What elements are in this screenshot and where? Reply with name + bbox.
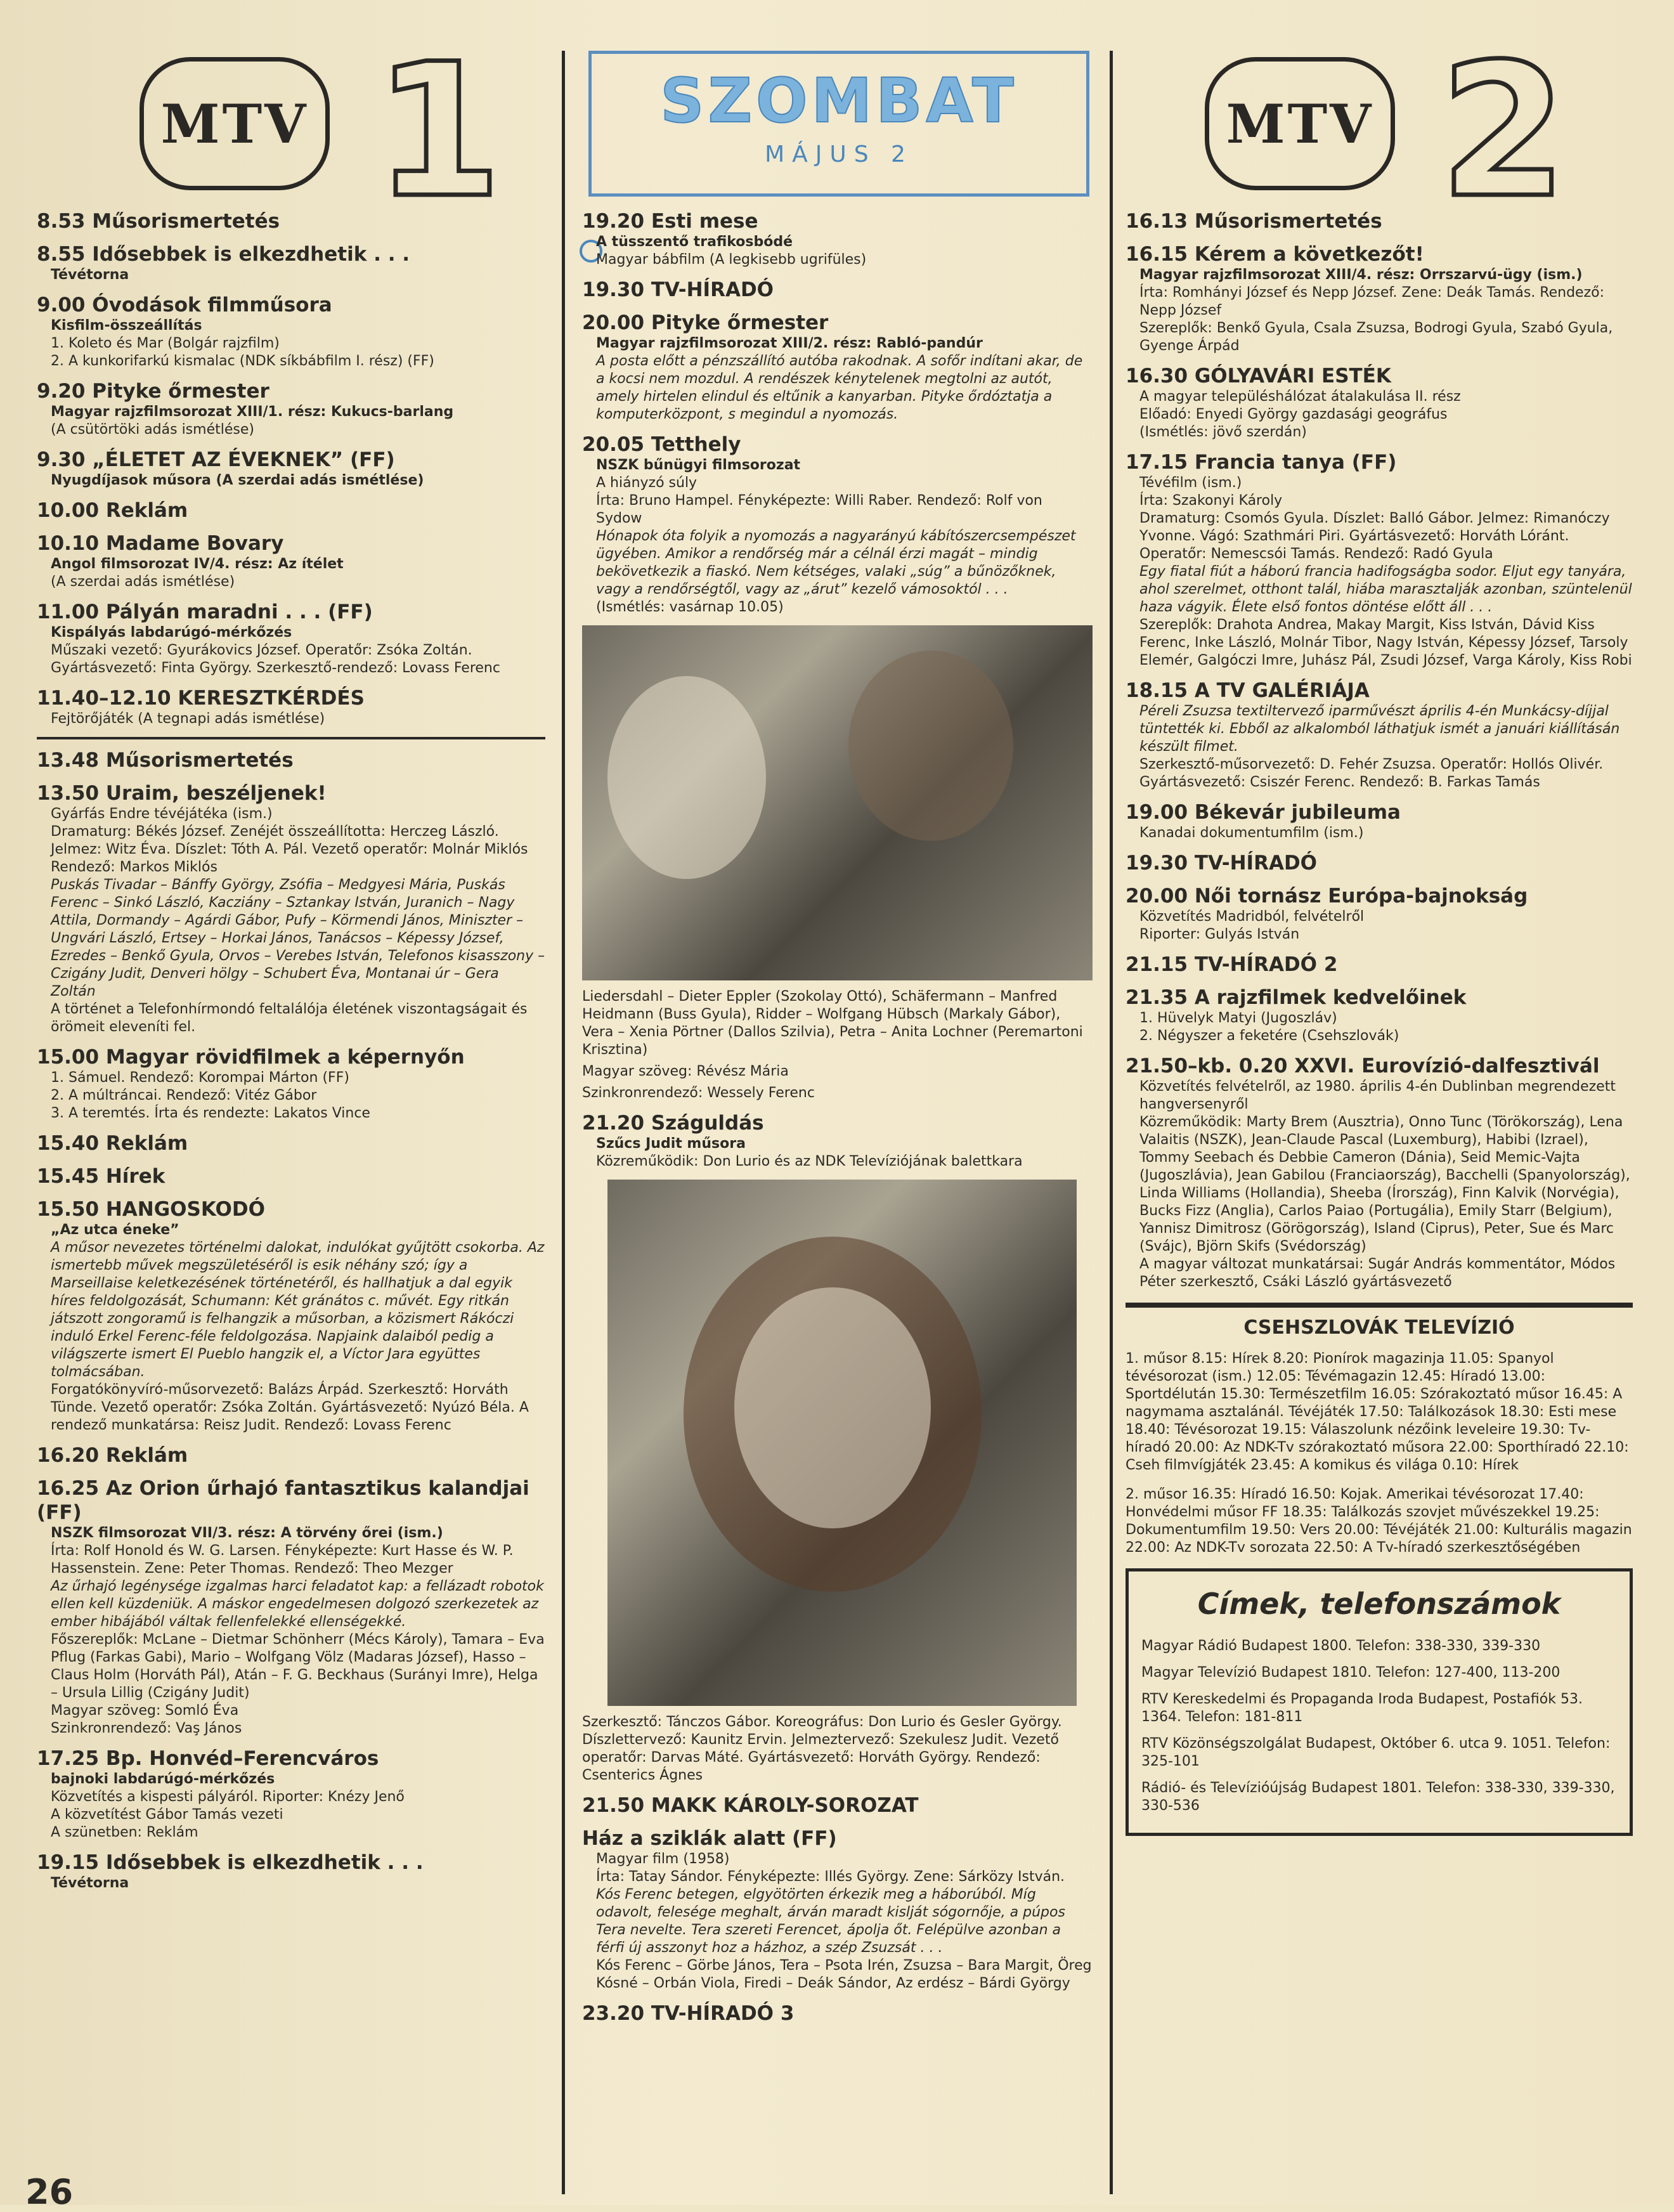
program-detail: Magyar film (1958) [596, 1851, 730, 1867]
program-detail: Angol filmsorozat IV/4. rész: Az ítélet [51, 556, 344, 572]
program-heading [582, 2001, 1093, 2026]
contact-item: Rádió- és Televízióújság Budapest 1801. Telefon: 338-330, 339-330, 330-536 [1141, 1780, 1615, 1814]
program-heading [37, 531, 545, 556]
program-heading [1126, 800, 1633, 824]
program-time: 8.53 [37, 210, 86, 233]
program-detail: (Ismétlés: vasárnap 10.05) [596, 599, 784, 615]
program-detail: Kisfilm-összeállítás [51, 318, 202, 334]
program-detail: Írta: Szakonyi Károly [1139, 493, 1283, 509]
program-time: 21.50 [582, 1794, 645, 1817]
program-detail: Szűcs Judit műsora [596, 1136, 746, 1152]
program-detail: Közreműködik: Marty Brem (Ausztria), Onno Tunc (Törökország), Lena Valaitis (NSZK), Jean-Claude Pascal (Luxemburg), Habibi (Izrael), Tommy Seebach és Debbie Cameron (Dánia), Seid Memic-Vajta (Jugoszlávia), Jean Gabilou (Franciaország), Bacchelli (Spanyolország), Linda Williams (Hollandia), Sheeba (Írország), Finn Kalvik (Norvégia), Bucks Fizz (Anglia), Carlos Paiao (Portugália), Emily Starr (Belgium), Yannisz Dimitrosz (Görögország), Island (Ciprus), Peter, Sue és Marc (Svájc), Björn Skifs (Svédország) [1139, 1114, 1630, 1254]
program-title: Ház a sziklák alatt (FF) [582, 1827, 837, 1850]
program-entry [582, 311, 1093, 424]
program-time: 15.45 [37, 1165, 100, 1188]
program-heading [37, 498, 545, 523]
program-time: 9.00 [37, 294, 86, 316]
program-title: MAKK KÁROLY-SOROZAT [651, 1794, 919, 1817]
program-detail: bajnoki labdarúgó-mérkőzés [51, 1771, 275, 1787]
program-heading [582, 311, 1093, 335]
program-time: 9.20 [37, 380, 86, 403]
program-detail: A történet a Telefonhírmondó feltalálója életének viszontagságait és örömeit eleveníti fel. [51, 1001, 528, 1035]
program-title: Tetthely [651, 433, 741, 456]
program-heading [37, 209, 545, 233]
caption-line: Szerkesztő: Tánczos Gábor. Koreográfus: Don Lurio és Gesler György. Díszlettervező: Kaunitz Ervin. Jelmeztervező: Szekulesz Judit. Vezető operatőr: Darvas Máté. Gyártásvezető: Horváth György. Rendező: Csenterics Ágnes [582, 1714, 1062, 1783]
mtv2-logo: MTV [1205, 57, 1395, 190]
program-heading [1126, 364, 1633, 388]
program-title: Műsorismertetés [92, 210, 280, 233]
program-time: 16.15 [1126, 243, 1188, 266]
evening-schedule [582, 209, 1093, 2034]
mtv1-logo: MTV [140, 57, 330, 190]
caption-line: Magyar szöveg: Révész Mária [582, 1064, 789, 1079]
program-title: TV-HÍRADÓ 2 [1194, 953, 1338, 976]
program-detail: Dramaturg: Csomós Gyula. Díszlet: Balló Gábor. Jelmez: Rimanóczy Yvonne. Vágó: Szathmári Piri. Gyártásvezető: Horváth Lóránt. Operatőr: Nemescsói Tamás. Rendező: Radó Gyula [1139, 511, 1610, 562]
program-time: 17.25 [37, 1747, 100, 1770]
program-detail: Riporter: Gulyás István [1139, 927, 1300, 942]
program-entry [37, 600, 545, 677]
program-time: 13.48 [37, 749, 100, 772]
program-title: A rajzfilmek kedvelőinek [1194, 986, 1467, 1009]
program-detail: Írta: Bruno Hampel. Fényképezte: Willi Raber. Rendező: Rolf von Sydow [596, 493, 1042, 526]
program-title: Békevár jubileuma [1194, 801, 1401, 824]
program-detail: A posta előtt a pénzszállító autóba rakodnak. A sofőr indítani akar, de a kocsi nem mozdul. A rendészek kénytelenek megtolni az autót, amely hirtelen elindul és eltűnik a kanyarban. Pityke őrdóztatja a komputerközpont, s megindul a nyomozás. [596, 353, 1083, 422]
program-detail: Péreli Zsuzsa textiltervező iparművészt április 4-én Munkácsy-díjjal tüntették ki. Ebből az alkalomból láthatjuk ismét a januári kiállításán készült filmet. [1139, 703, 1620, 755]
program-time: 21.20 [582, 1112, 645, 1135]
program-detail: Szerkesztő-műsorvezető: D. Fehér Zsuzsa. Operatőr: Hollós Olivér. Gyártásvezető: Csiszér Ferenc. Rendező: B. Farkas Tamás [1139, 757, 1604, 790]
program-detail: „Az utca éneke” [51, 1222, 179, 1238]
program-heading [37, 1443, 545, 1467]
program-title: HANGOSKODÓ [105, 1198, 265, 1221]
caption-line: Szinkronrendező: Wessely Ferenc [582, 1085, 815, 1101]
program-entry [1126, 884, 1633, 944]
day-date: MÁJUS 2 [765, 141, 913, 167]
program-heading [37, 448, 545, 472]
program-time: 11.40–12.10 [37, 687, 171, 710]
program-detail: A tüsszentő trafikosbódé [596, 234, 793, 250]
program-heading [37, 1197, 545, 1221]
program-entry [1126, 1054, 1633, 1291]
program-title: Francia tanya (FF) [1194, 451, 1397, 474]
program-heading [37, 1476, 545, 1525]
program-detail: Közvetítés a kispesti pályáról. Riporter: Knézy Jenő [51, 1789, 405, 1805]
program-detail: Fejtörőjáték (A tegnapi adás ismétlése) [51, 711, 325, 727]
program-title: Pályán maradni . . . (FF) [105, 601, 373, 623]
contacts-box [1126, 1568, 1633, 1836]
program-entry [37, 1443, 545, 1467]
program-time: 16.30 [1126, 365, 1188, 387]
program-detail: Magyar rajzfilmsorozat XIII/4. rész: Orrszarvú-ügy (ism.) [1139, 267, 1583, 283]
program-title: GÓLYAVÁRI ESTÉK [1194, 365, 1391, 387]
program-title: XXVI. Eurovízió-dalfesztivál [1294, 1055, 1600, 1077]
program-time: 16.13 [1126, 210, 1188, 233]
cs-tv-title: CSEHSZLOVÁK TELEVÍZIÓ [1243, 1317, 1515, 1339]
program-title: Műsorismertetés [1194, 210, 1382, 233]
program-entry [37, 242, 545, 284]
program-entry [37, 1131, 545, 1155]
program-detail: Hónapok óta folyik a nyomozás a nagyarányú kábítószercsempészet ügyében. Amikor a rendőrség már a célnál érzi magát – mindig bekövetkezik a fiaskó. Nem kétséges, valaki „súg” a bűnözőknek, vagy a rendőrségtől, vagy az „árut” kezelő vámosoktól . . . [596, 528, 1076, 597]
program-title: Esti mese [651, 210, 758, 233]
channel-1-number: 1 [374, 25, 502, 238]
program-heading [1126, 1054, 1633, 1078]
program-detail: Gyárfás Endre tévéjátéka (ism.) [51, 806, 273, 822]
program-detail: A műsor nevezetes történelmi dalokat, indulókat gyűjtött csokorba. Az ismertebb művek megszületéséről is esik néhány szó; így a Marseillaise keletkezésének történetéről, és hallhatjuk a dal egyik híres feldolgozását, Schumann: Két gránátos c. művét. Egy ritkán játszott zongoramű is felhangzik a műsorban, a közismert Rákóczi induló Erkel Ferenc-féle feldolgozása. Napjaink dalaiból pedig a világszerte ismert El Pueblo hangzik el, a Víctor Jara együttes tolmácsában. [51, 1240, 545, 1380]
program-title: Női tornász Európa-bajnokság [1194, 885, 1528, 908]
program-entry [37, 448, 545, 490]
program-detail: (A szerdai adás ismétlése) [51, 574, 235, 590]
program-entry [37, 686, 545, 728]
program-time: 19.00 [1126, 801, 1188, 824]
mtv2-block [1126, 209, 1633, 1291]
afternoon-block [37, 748, 545, 1892]
program-title: Hírek [105, 1165, 165, 1188]
program-title: Uraim, beszéljenek! [105, 782, 327, 805]
program-title: Magyar rövidfilmek a képernyőn [105, 1046, 465, 1069]
program-title: Műsorismertetés [105, 749, 294, 772]
program-title: Kérem a következőt! [1194, 243, 1424, 266]
program-heading [37, 686, 545, 710]
program-entry [37, 1164, 545, 1188]
program-time: 17.15 [1126, 451, 1188, 474]
program-detail: Közreműködik: Don Lurio és az NDK Televíziójának balettkara [596, 1154, 1023, 1169]
program-detail: Forgatókönyvíró-műsorvezető: Balázs Árpád. Szerkesztő: Horváth Tünde. Vezető operatőr: Zsóka Zoltán. Gyártásvezető: Nyúzó Béla. A rendező munkatársa: Reisz Judit. Rendező: Lovass Ferenc [51, 1382, 529, 1433]
program-title: Az Orion űrhajó fantasztikus kalandjai (FF) [37, 1477, 529, 1524]
program-detail: Közvetítés felvételről, az 1980. április 4-én Dublinban megrendezett hangversenyről [1139, 1079, 1616, 1112]
program-time: 18.15 [1126, 679, 1188, 702]
program-title: Idősebbek is elkezdhetik . . . [105, 1851, 424, 1874]
program-title: Idősebbek is elkezdhetik . . . [92, 243, 410, 266]
program-time: 19.20 [582, 210, 645, 233]
program-detail: Tévéfilm (ism.) [1139, 475, 1242, 491]
program-entry [582, 1793, 1093, 1818]
program-detail: 2. Négyszer a feketére (Csehszlovák) [1139, 1028, 1399, 1044]
program-entry [37, 1476, 545, 1738]
program-entry [582, 1111, 1093, 1171]
program-entry [37, 498, 545, 523]
program-detail: Magyar bábfilm (A legkisebb ugrifüles) [596, 252, 867, 268]
program-title: Óvodások filmműsora [92, 294, 332, 316]
program-time: 13.50 [37, 782, 100, 805]
szaguldas-block [582, 1111, 1093, 1171]
program-time: 21.35 [1126, 986, 1188, 1009]
program-entry [1126, 679, 1633, 791]
program-time: 20.05 [582, 433, 645, 456]
program-detail: Írta: Romhányi József és Nepp József. Zene: Deák Tamás. Rendező: Nepp József [1139, 285, 1605, 318]
program-heading [37, 242, 545, 266]
program-detail: Kanadai dokumentumfilm (ism.) [1139, 825, 1364, 841]
cs-program-2: 2. műsor 16.35: Híradó 16.50: Kojak. Amerikai tévésorozat 17.40: Honvédelmi műsor FF 18.35: Találkozás szovjet művészekkel 19.25: Dokumentumfilm 19.50: Vers 20.00: Tévéjáték 21.00: Kulturális magazin 22.00: Az NDK-Tv sorozata 22.50: A Tv-híradó szerkesztőségében [1126, 1487, 1632, 1556]
program-title: Bp. Honvéd–Ferencváros [105, 1747, 379, 1770]
program-heading [1126, 242, 1633, 266]
program-title: TV-HÍRADÓ [1194, 852, 1318, 875]
program-detail: Tévétorna [51, 1875, 129, 1891]
program-detail: 2. A kunkorifarkú kismalac (NDK síkbábfilm I. rész) (FF) [51, 353, 434, 369]
program-detail: Magyar rajzfilmsorozat XIII/2. rész: Rabló-pandúr [596, 335, 983, 351]
program-detail: A magyar változat munkatársai: Sugár András kommentátor, Módos Péter szerkesztő, Csáki László gyártásvezető [1139, 1256, 1616, 1290]
program-heading [37, 1045, 545, 1069]
program-detail: Írta: Tatay Sándor. Fényképezte: Illés György. Zene: Sárközy István. [596, 1869, 1065, 1885]
program-heading [1126, 679, 1633, 703]
program-entry [37, 379, 545, 439]
program-detail: Rendező: Markos Miklós [51, 859, 217, 875]
program-detail: Magyar rajzfilmsorozat XIII/1. rész: Kukucs-barlang [51, 404, 454, 420]
program-detail: Szinkronrendező: Vaş János [51, 1721, 242, 1736]
program-entry [37, 1197, 545, 1435]
program-time: 9.30 [37, 448, 86, 471]
program-detail: NSZK bűnügyi filmsorozat [596, 457, 801, 473]
program-heading [1126, 209, 1633, 233]
program-entry [582, 2001, 1093, 2026]
program-entry [582, 278, 1093, 302]
program-heading [37, 1131, 545, 1155]
program-heading [1126, 884, 1633, 908]
program-entry [1126, 986, 1633, 1045]
program-time: 20.00 [582, 311, 645, 334]
mtv1-schedule [37, 209, 545, 1901]
szaguldas-credits-caption [582, 1714, 1093, 1785]
program-entry [37, 781, 545, 1036]
contact-item: RTV Közönségszolgálat Budapest, Október 6. utca 9. 1051. Telefon: 325-101 [1141, 1736, 1611, 1769]
program-time: 21.50–kb. 0.20 [1126, 1055, 1288, 1077]
program-time: 15.40 [37, 1132, 100, 1155]
program-detail: Kispályás labdarúgó-mérkőzés [51, 625, 292, 641]
program-detail: Közvetítés Madridból, felvételről [1139, 909, 1365, 925]
program-entry [1126, 209, 1633, 233]
program-entry [37, 1045, 545, 1122]
contact-item: RTV Kereskedelmi és Propaganda Iroda Budapest, Postafiók 53. 1364. Telefon: 181-811 [1141, 1691, 1583, 1725]
program-entry [1126, 800, 1633, 842]
program-detail: Puskás Tivadar – Bánffy György, Zsófia – Medgyesi Mária, Puskás Ferenc – Sinkó László, Kacziány – Sztankay István, Juranich – Nagy Attila, Dormandy – Agárdi Gábor, Pufy – Körmendi János, Miniszter – Ungvári László, Ertsey – Horkai János, Tanácsos – Képessy József, Ezredes – Benkő Gyula, Orvos – Verebes István, Telefonos kisasszony – Czigány Judit, Denveri hölgy – Schubert Éva, Montanai úr – Gera Zoltán [51, 877, 545, 999]
program-heading [582, 209, 1093, 233]
program-detail: Szereplők: Benkő Gyula, Csala Zsuzsa, Bodrogi Gyula, Szabó Gyula, Gyenge Árpád [1139, 320, 1613, 354]
program-entry [1126, 450, 1633, 670]
program-entry [1126, 953, 1633, 977]
program-heading [37, 1851, 545, 1875]
program-heading [37, 1747, 545, 1771]
program-heading [37, 781, 545, 805]
program-heading [37, 293, 545, 317]
program-heading [37, 379, 545, 403]
program-time: 10.00 [37, 499, 100, 522]
program-detail: Egy fiatal fiút a háború francia hadifogságba sodor. Eljut egy tanyára, ahol szerelmet, otthont talál, hiába marasztalják azonban, szüntelenül haza vágyik. Élete első fontos döntése előtt áll . . . [1139, 564, 1632, 615]
program-detail: 1. Sámuel. Rendező: Korompai Márton (FF) [51, 1070, 349, 1086]
program-detail: 1. Hüvelyk Matyi (Jugoszláv) [1139, 1010, 1337, 1026]
program-detail: Műszaki vezető: Gyurákovics József. Operatőr: Zsóka Zoltán. Gyártásvezető: Finta György. Szerkesztő-rendező: Lovass Ferenc [51, 642, 500, 676]
program-heading [1126, 986, 1633, 1010]
program-detail: Az űrhajó legénysége izgalmas harci feladatot kap: a fellázadt robotok ellen kell küzdeniük. A máskor engedelmesen dolgozó szerkezetek az ember hibájából váltak fellenfelekké ellenségekké. [51, 1578, 544, 1630]
program-time: 23.20 [582, 2002, 645, 2025]
program-detail: Főszereplők: McLane – Dietmar Schönherr (Mécs Károly), Tamara – Eva Pflug (Farkas Gabi), Mario – Wolfgang Völz (Madaras József), Hasso – Claus Holm (Horváth Pál), Atán – F. G. Beckhaus (Surányi Imre), Helga – Ursula Lillig (Czigány Judit) [51, 1632, 545, 1701]
program-detail: Kós Ferenc betegen, elgyötörten érkezik meg a háborúból. Míg odavolt, felesége meghalt, árván maradt kislját sógornője, a púpos Tera nevelte. Tera szereti Ferencet, ápolja őt. Felépülve azonban a férfi új asszonyt hoz a házhoz, a szép Zsuzsát . . . [596, 1887, 1065, 1956]
morning-block [37, 209, 545, 728]
program-heading [582, 1111, 1093, 1135]
program-detail: Nyugdíjasok műsora (A szerdai adás ismétlése) [51, 472, 424, 488]
program-detail: A szünetben: Reklám [51, 1825, 198, 1840]
program-heading [582, 433, 1093, 457]
program-title: A TV GALÉRIÁJA [1194, 679, 1370, 702]
program-title: Száguldás [651, 1112, 764, 1135]
program-detail: Kós Ferenc – Görbe János, Tera – Psota Irén, Zsuzsa – Bara Margit, Öreg Kósné – Orbán Viola, Firedi – Deák Sándor, Az erdész – Bárdi György [596, 1958, 1092, 1991]
evening-block [582, 209, 1093, 616]
section-rule [1126, 1303, 1633, 1308]
program-detail: Tévétorna [51, 267, 129, 283]
page-number: 26 [25, 2172, 74, 2212]
program-entry [37, 293, 545, 370]
contact-item: Magyar Televízió Budapest 1810. Telefon: 127-400, 113-200 [1141, 1665, 1560, 1681]
program-detail: A magyar településhálózat átalakulása II. rész [1139, 389, 1461, 405]
program-detail: Dramaturg: Békés József. Zenéjét összeállította: Herczeg László. Jelmez: Witz Éva. Díszlet: Tóth A. Pál. Vezető operatőr: Molnár Miklós [51, 824, 528, 857]
program-entry [37, 748, 545, 772]
program-title: Reklám [105, 1132, 188, 1155]
program-heading [1126, 450, 1633, 474]
szucs-judit-photo [607, 1180, 1077, 1706]
program-detail: A hiányzó súly [596, 475, 697, 491]
program-detail: (Ismétlés: jövő szerdán) [1139, 424, 1307, 440]
day-name: SZOMBAT [660, 65, 1018, 136]
program-detail: A közvetítést Gábor Tamás vezeti [51, 1807, 283, 1823]
program-detail: 2. A múltráncai. Rendező: Vitéz Gábor [51, 1088, 317, 1103]
program-detail: 1. Koleto és Mar (Bolgár rajzfilm) [51, 335, 280, 351]
column-divider [562, 51, 565, 2194]
section-rule [37, 737, 545, 739]
tetthely-cast-caption [582, 988, 1093, 1102]
tetthely-photo [582, 625, 1093, 980]
cs-program-1: 1. műsor 8.15: Hírek 8.20: Pionírok magazinja 11.05: Spanyol tévésorozat (ism.) 12.05: Tévémagazin 12.45: Híradó 13.00: Sportdélután 15.30: Természetfilm 16.05: Szórakoztató műsor 16.45: A nagymama asztalánál. Tévéjáték 17.50: Találkozások 18.30: Esti mese 18.40: Tévésorozat 19.15: Válaszolunk nézőink leveleire 19.30: Tv-híradó 20.00: Az NDK-Tv szórakoztató műsora 22.00: Sporthíradó 22.10: Cseh filmvígjáték 23.45: A komikus és világa 0.10: Hírek [1126, 1351, 1629, 1473]
program-heading [582, 1826, 1093, 1851]
program-time: 19.30 [1126, 852, 1188, 875]
program-entry [37, 1851, 545, 1892]
program-time: 16.20 [37, 1444, 100, 1467]
program-title: Reklám [105, 499, 188, 522]
program-entry [37, 1747, 545, 1842]
program-entry [37, 531, 545, 591]
program-entry [1126, 242, 1633, 355]
program-time: 10.10 [37, 532, 100, 555]
mtv2-schedule [1126, 209, 1633, 1836]
program-time: 15.00 [37, 1046, 100, 1069]
program-time: 11.00 [37, 601, 100, 623]
program-detail: (A csütörtöki adás ismétlése) [51, 422, 254, 438]
program-title: KERESZTKÉRDÉS [178, 687, 365, 710]
program-title: Pityke őrmester [92, 380, 269, 403]
program-time: 21.15 [1126, 953, 1188, 976]
late-evening-block [582, 1793, 1093, 2026]
program-time: 8.55 [37, 243, 86, 266]
contacts-list [1141, 1637, 1617, 1815]
program-detail: NSZK filmsorozat VII/3. rész: A törvény őrei (ism.) [51, 1525, 443, 1541]
program-heading [37, 1164, 545, 1188]
program-heading [37, 748, 545, 772]
program-time: 19.30 [582, 278, 645, 301]
program-entry [582, 1826, 1093, 1993]
program-detail: 3. A teremtés. Írta és rendezte: Lakatos Vince [51, 1105, 370, 1121]
program-detail: Szereplők: Drahota Andrea, Makay Margit, Kiss István, Dávid Kiss Ferenc, Inke László, Molnár Tibor, Nagy István, Képessy József, Tarsoly Elemér, Galgóczi Imre, Juhász Pál, Zsudi József, Varga Károly, Kiss Robi [1139, 617, 1632, 668]
program-title: Pityke őrmester [651, 311, 829, 334]
day-banner [588, 51, 1089, 197]
program-detail: Írta: Rolf Honold és W. G. Larsen. Fényképezte: Kurt Hasse és W. P. Hassenstein. Zene: Peter Thomas. Rendező: Theo Mezger [51, 1543, 514, 1577]
program-entry [1126, 364, 1633, 441]
program-time: 20.00 [1126, 885, 1188, 908]
program-entry [582, 209, 1093, 269]
program-title: Reklám [105, 1444, 188, 1467]
program-heading [582, 278, 1093, 302]
contacts-title: Címek, telefonszámok [1197, 1587, 1561, 1621]
program-detail: Magyar szöveg: Somló Éva [51, 1703, 239, 1719]
program-detail: Előadó: Enyedi György gazdasági geográfus [1139, 407, 1448, 422]
caption-line: Liedersdahl – Dieter Eppler (Szokolay Ottó), Schäfermann – Manfred Heidmann (Buss Gyula), Ridder – Wolfgang Hübsch (Markaly Gábor), Vera – Xenia Pörtner (Dallos Szilvia), Petra – Anita Lochner (Peremartoni Krisztina) [582, 989, 1083, 1058]
program-time: 16.25 [37, 1477, 100, 1500]
contact-item: Magyar Rádió Budapest 1800. Telefon: 338-330, 339-330 [1141, 1638, 1541, 1654]
channel-2-number: 2 [1439, 25, 1567, 238]
program-title: Madame Bovary [105, 532, 284, 555]
program-entry [1126, 851, 1633, 875]
program-entry [37, 209, 545, 233]
program-entry [582, 433, 1093, 616]
program-title: „ÉLETET AZ ÉVEKNEK” (FF) [92, 448, 395, 471]
column-divider [1110, 51, 1113, 2194]
program-time: 19.15 [37, 1851, 100, 1874]
program-heading [1126, 953, 1633, 977]
program-heading [1126, 851, 1633, 875]
program-heading [37, 600, 545, 624]
program-heading [582, 1793, 1093, 1818]
program-title: TV-HÍRADÓ 3 [651, 2002, 795, 2025]
program-time: 15.50 [37, 1198, 100, 1221]
program-title: TV-HÍRADÓ [651, 278, 774, 301]
